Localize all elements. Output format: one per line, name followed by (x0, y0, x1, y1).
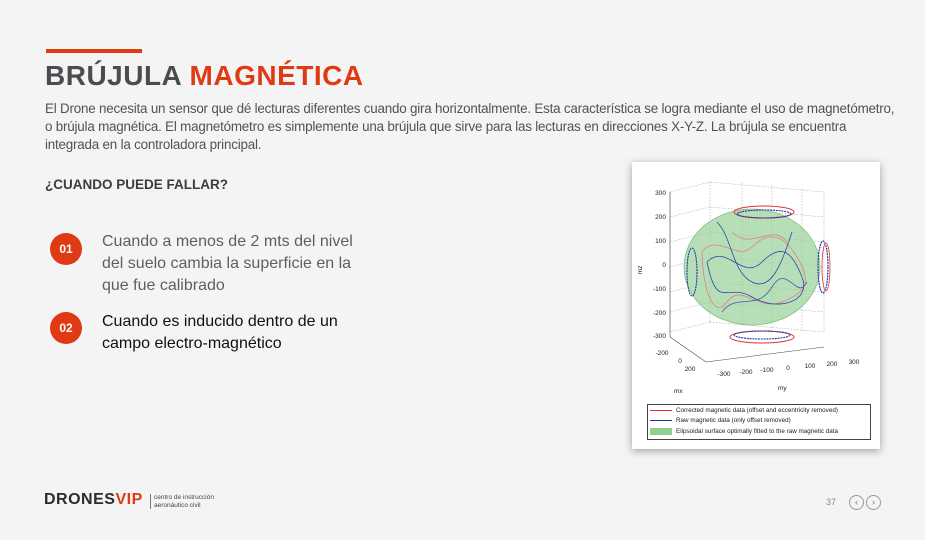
red-line-swatch (650, 410, 672, 411)
z-tick-label: -300 (652, 333, 666, 340)
logo-subtitle: centro de instrucción aeronáutico civil (150, 494, 234, 509)
legend-item-raw (650, 416, 791, 426)
x-tick-label: -200 (655, 350, 669, 357)
failure-item-01: Cuando a menos de 2 mts del nivel del suelo cambia la superficie en la que fue calibrado (102, 233, 353, 294)
x-tick-label: 0 (678, 358, 682, 365)
logo-main-text: DRONES (44, 491, 116, 508)
y-tick-label: -200 (739, 369, 753, 376)
z-axis-label: mz (637, 265, 644, 275)
z-tick-label: -100 (652, 286, 666, 293)
y-tick-label: -300 (717, 371, 731, 378)
y-tick-label: 300 (848, 359, 860, 366)
dronesvip-logo (44, 491, 143, 509)
question-heading: ¿CUANDO PUEDE FALLAR? (45, 177, 228, 192)
magnetometer-figure (632, 162, 880, 449)
legend-label: Elipsoidal surface optimally fitted to the raw magnetic data (676, 428, 839, 435)
y-axis-label: my (778, 385, 787, 392)
green-fill-swatch (650, 428, 672, 435)
z-tick-label: 300 (655, 190, 666, 197)
legend-label: Raw magnetic data (only offset removed) (676, 417, 791, 424)
logo-accent-text: VIP (115, 491, 143, 508)
y-tick-label: -100 (760, 367, 774, 374)
z-tick-label: 100 (655, 238, 666, 245)
title-part-1: BRÚJULA (45, 60, 190, 91)
z-tick-label: -200 (652, 310, 666, 317)
legend-item-ellipsoid (650, 427, 838, 437)
slide-title (45, 60, 364, 92)
z-tick-label: 0 (662, 262, 666, 269)
right-cap-red (822, 243, 830, 291)
next-slide-button[interactable]: › (866, 495, 881, 510)
y-tick-label: 200 (826, 361, 838, 368)
y-tick-label: 100 (804, 363, 816, 370)
title-accent-bar (46, 49, 142, 53)
intro-paragraph: El Drone necesita un sensor que dé lecturas diferentes cuando gira horizontalmente. Esta característica se logra mediante el uso de magnetómetro, o brújula magnética. El magnetómetro es simplemente una brújula que sirve para las lecturas en direcciones X-Y-Z. La brújula se encuentra integrada en la controladora principal. (45, 101, 895, 152)
y-tick-label: 0 (786, 365, 790, 372)
magnetometer-plot (632, 162, 880, 402)
number-badge-02: 02 (50, 312, 82, 344)
x-axis-label: mx (674, 388, 683, 395)
x-tick-label: 200 (684, 366, 696, 373)
page-number: 37 (826, 497, 837, 507)
failure-item-02: Cuando es inducido dentro de un campo electro-magnético (102, 313, 338, 352)
plot-legend (647, 404, 871, 440)
title-part-2: MAGNÉTICA (189, 60, 364, 91)
legend-item-corrected (650, 406, 838, 416)
blue-line-swatch (650, 420, 672, 421)
z-tick-label: 200 (655, 214, 666, 221)
fitted-ellipsoid (684, 209, 820, 325)
number-badge-01: 01 (50, 233, 82, 265)
previous-slide-button[interactable]: ‹ (849, 495, 864, 510)
legend-label: Corrected magnetic data (offset and eccentricity removed) (676, 407, 838, 414)
